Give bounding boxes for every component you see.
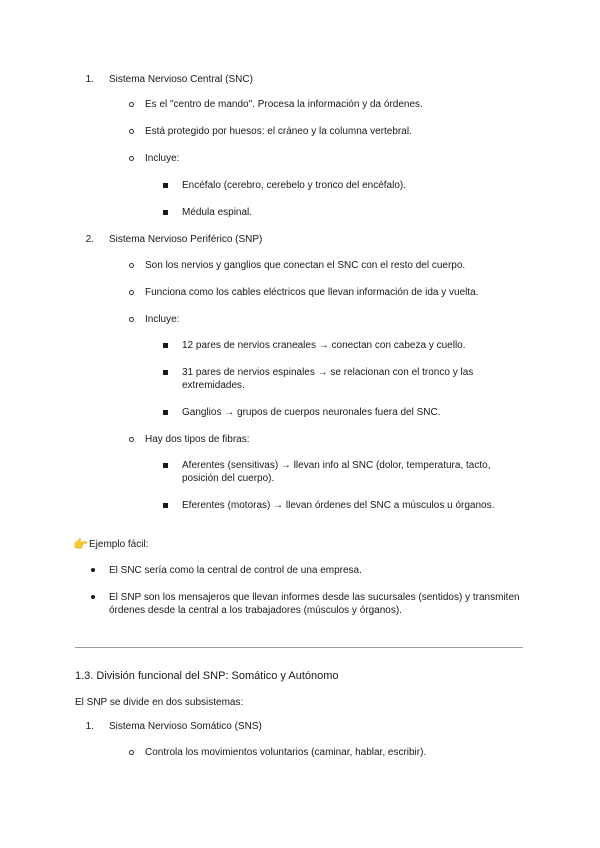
section-heading: 1.3. División funcional del SNP: Somático y Autónomo xyxy=(75,670,339,682)
example-label: Ejemplo fácil: xyxy=(89,539,149,550)
square-bullet-icon xyxy=(163,463,168,468)
hollow-bullet-icon xyxy=(129,263,134,268)
snc-point: Incluye: xyxy=(145,153,180,164)
example-bullet: El SNC sería como la central de control de una empresa. xyxy=(109,565,362,576)
hollow-bullet-icon xyxy=(129,102,134,107)
snp-include: 31 pares de nervios espinales → se relacionan con el tronco y las extremidades. xyxy=(182,367,474,391)
square-bullet-icon xyxy=(163,410,168,415)
hollow-bullet-icon xyxy=(129,129,134,134)
list-number: 1. xyxy=(85,74,94,85)
snc-title: Sistema Nervioso Central (SNC) xyxy=(109,74,253,85)
snp-point: Funciona como los cables eléctricos que llevan información de ida y vuelta. xyxy=(145,287,479,298)
snp-title: Sistema Nervioso Periférico (SNP) xyxy=(109,234,263,245)
snp-point: Incluye: xyxy=(145,314,180,325)
snc-point: Está protegido por huesos: el cráneo y la columna vertebral. xyxy=(145,126,412,137)
sns-point: Controla los movimientos voluntarios (caminar, hablar, escribir). xyxy=(145,747,427,758)
section-intro: El SNP se divide en dos subsistemas: xyxy=(75,697,244,708)
sns-title: Sistema Nervioso Somático (SNS) xyxy=(109,721,262,732)
section-divider xyxy=(75,647,523,648)
square-bullet-icon xyxy=(163,343,168,348)
example-bullet: El SNP son los mensajeros que llevan informes desde las sucursales (sentidos) y transmiten órdenes desde la central a los trabajadores (músculos y órganos). xyxy=(109,592,520,616)
square-bullet-icon xyxy=(163,370,168,375)
hollow-bullet-icon xyxy=(129,290,134,295)
snp-include: 12 pares de nervios craneales → conectan con cabeza y cuello. xyxy=(182,340,466,351)
square-bullet-icon xyxy=(163,503,168,508)
hollow-bullet-icon xyxy=(129,750,134,755)
snc-include: Encéfalo (cerebro, cerebelo y tronco del encéfalo). xyxy=(182,180,407,191)
hollow-bullet-icon xyxy=(129,317,134,322)
fiber-type: Eferentes (motoras) → llevan órdenes del SNC a músculos u órganos. xyxy=(182,500,495,511)
square-bullet-icon xyxy=(163,210,168,215)
list-number: 1. xyxy=(85,721,94,732)
snp-point: Son los nervios y ganglios que conectan el SNC con el resto del cuerpo. xyxy=(145,260,466,271)
fibers-intro: Hay dos tipos de fibras: xyxy=(145,434,250,445)
pointing-hand-icon: 👉 xyxy=(73,537,88,551)
snp-include: Ganglios → grupos de cuerpos neuronales fuera del SNC. xyxy=(182,407,441,418)
snc-include: Médula espinal. xyxy=(182,207,253,218)
list-number: 2. xyxy=(85,234,94,245)
bullet-dot-icon xyxy=(91,568,95,572)
snc-point: Es el "centro de mando". Procesa la información y da órdenes. xyxy=(145,99,423,110)
square-bullet-icon xyxy=(163,183,168,188)
fiber-type: Aferentes (sensitivas) → llevan info al SNC (dolor, temperatura, tacto, posición del cuerpo). xyxy=(182,460,491,484)
hollow-bullet-icon xyxy=(129,156,134,161)
bullet-dot-icon xyxy=(91,595,95,599)
hollow-bullet-icon xyxy=(129,437,134,442)
